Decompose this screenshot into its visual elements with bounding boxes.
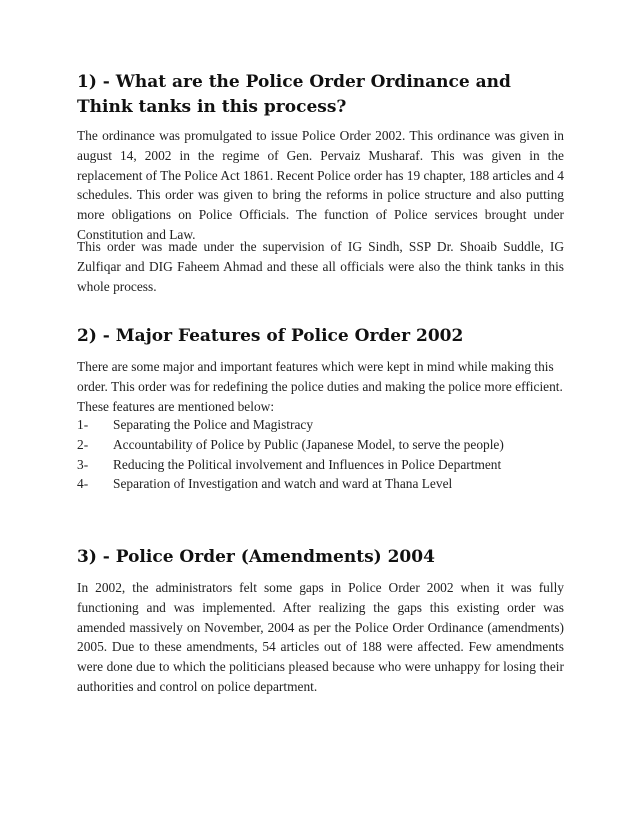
features-list bbox=[77, 415, 564, 494]
section1-paragraph-1: The ordinance was promulgated to issue Police Order 2002. This ordinance was given in august 14, 2002 in the regime of Gen. Pervaiz Musharaf. This was given in the replacement of The Police Act 1861. Recent Police order has 19 chapter, 188 articles and 4 schedules. This order was given to bring the reforms in police structure and also putting more obligations on Police Officials. The function of Police services brought under Constitution and Law. bbox=[77, 128, 564, 242]
section2-heading: 2) - Major Features of Police Order 2002 bbox=[77, 326, 464, 346]
list-item bbox=[77, 455, 564, 475]
list-item-text: Reducing the Political involvement and Influences in Police Department bbox=[113, 456, 502, 472]
list-item bbox=[77, 415, 564, 435]
list-item-number: 3- bbox=[77, 456, 89, 472]
section1-heading: 1) - What are the Police Order Ordinance and Think tanks in this process? bbox=[77, 72, 511, 117]
section3-paragraph-1: In 2002, the administrators felt some gaps in Police Order 2002 when it was fully functioning and was implemented. After realizing the gaps this existing order was amended massively on November, 2004 as per the Police Order Ordinance (amendments) 2005. Due to these amendments, 54 articles out of 188 were affected. Few amendments were done due to which the politicians pleased because who were unhappy for losing their authorities and control on police department. bbox=[77, 580, 564, 694]
list-item-text: Accountability of Police by Public (Japanese Model, to serve the people) bbox=[113, 436, 504, 452]
section2-intro: There are some major and important features which were kept in mind while making this order. This order was for redefining the police duties and making the police more efficient. These features are mentioned below: bbox=[77, 359, 563, 414]
list-item-text: Separating the Police and Magistracy bbox=[113, 417, 314, 432]
section3-heading: 3) - Police Order (Amendments) 2004 bbox=[77, 547, 435, 567]
list-item-number: 1- bbox=[77, 417, 89, 432]
list-item-number: 4- bbox=[77, 476, 89, 492]
list-item bbox=[77, 435, 564, 455]
list-item-text: Separation of Investigation and watch and ward at Thana Level bbox=[113, 476, 453, 492]
list-item bbox=[77, 474, 564, 494]
list-item-number: 2- bbox=[77, 436, 89, 452]
section1-paragraph-2: This order was made under the supervision of IG Sindh, SSP Dr. Shoaib Suddle, IG Zulfiqar and DIG Faheem Ahmad and these all officials were also the think tanks in this whole process. bbox=[77, 239, 564, 294]
